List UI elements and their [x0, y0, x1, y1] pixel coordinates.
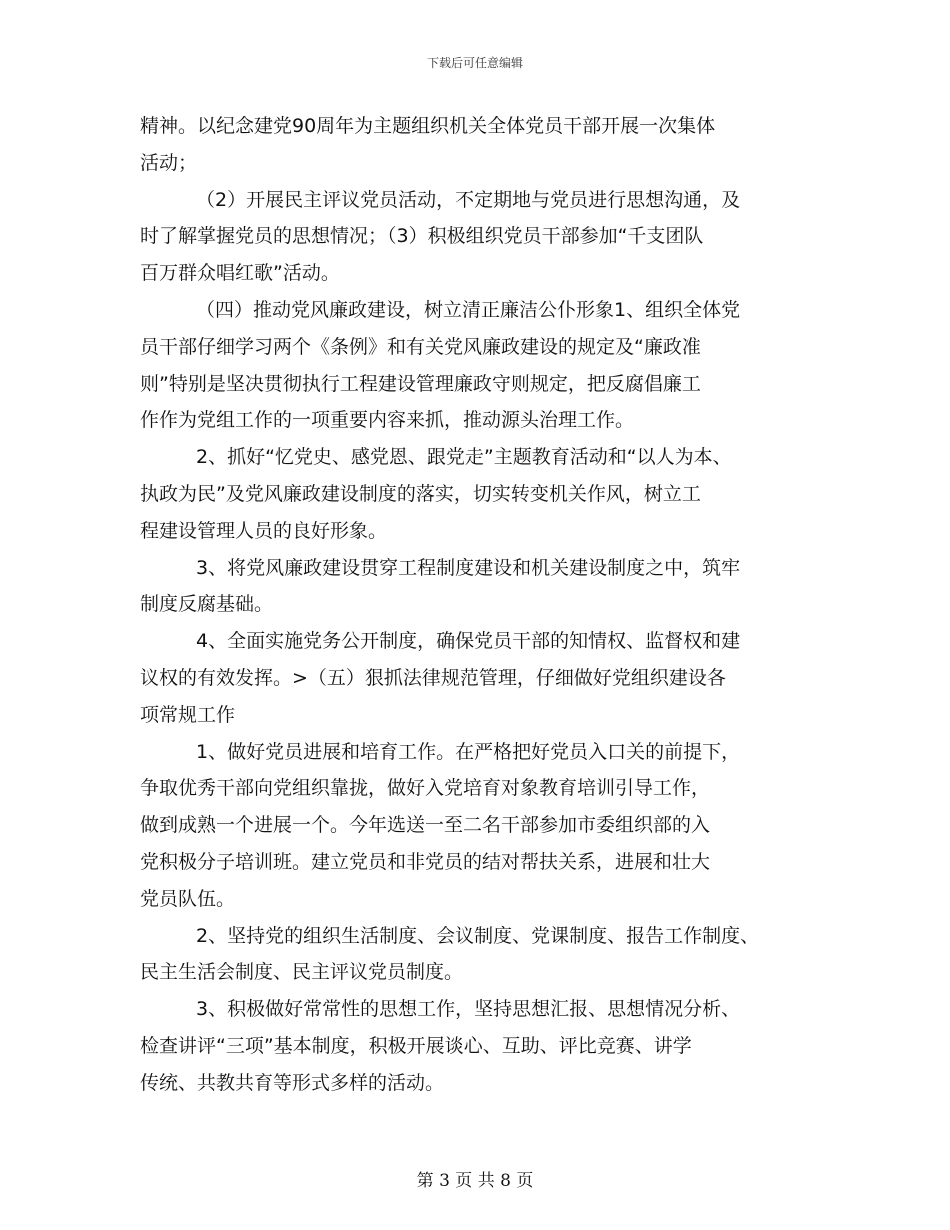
text-line: 活动； [140, 151, 198, 174]
page-header: 下载后可任意编辑 [426, 56, 523, 70]
text-line: （2）开展民主评议党员活动，不定期地与党员进行思想沟通，及 [196, 188, 741, 211]
text-line: 员干部仔细学习两个《条例》和有关党风廉政建设的规定及“廉政准 [140, 335, 701, 358]
text-line: 传统、共教共育等形式多样的活动。 [140, 1071, 445, 1094]
text-line: 3、积极做好常常性的思想工作，坚持思想汇报、思想情况分析、 [196, 998, 741, 1021]
text-line: 4、全面实施党务公开制度，确保党员干部的知情权、监督权和建 [196, 630, 741, 653]
text-line: 3、将党风廉政建设贯穿工程制度建设和机关建设制度之中，筑牢 [196, 556, 741, 579]
text-line: 执政为民”及党风廉政建设制度的落实，切实转变机关作风，树立工 [140, 482, 701, 505]
text-line: 百万群众唱红歌”活动。 [140, 262, 340, 285]
page-footer: 第 3 页 共 8 页 [416, 1171, 534, 1191]
document-body [140, 108, 820, 1102]
text-line: 检查讲评“三项”基本制度，积极开展谈心、互助、评比竞赛、讲学 [140, 1034, 692, 1057]
text-line: 项常规工作 [140, 703, 236, 726]
text-line: 议权的有效发挥。>（五）狠抓法律规范管理，仔细做好党组织建设各 [140, 666, 726, 689]
text-line: 2、抓好“忆党史、感党恩、跟党走”主题教育活动和“以人为本、 [196, 446, 732, 469]
text-line: 精神。以纪念建党90周年为主题组织机关全体党员干部开展一次集体 [140, 115, 716, 137]
text-line: 做到成熟一个进展一个。今年选送一至二名干部参加市委组织部的入 [140, 814, 711, 837]
text-line: 2、坚持党的组织生活制度、会议制度、党课制度、报告工作制度、 [196, 924, 760, 947]
text-line: 制度反腐基础。 [140, 593, 274, 616]
text-line: （四）推动党风廉政建设，树立清正廉洁公仆形象1、组织全体党 [196, 298, 741, 321]
text-line: 程建设管理人员的良好形象。 [140, 519, 388, 542]
text-line: 作作为党组工作的一项重要内容来抓，推动源头治理工作。 [140, 409, 635, 432]
text-line: 1、做好党员进展和培育工作。在严格把好党员入口关的前提下， [196, 740, 741, 763]
text-line: 党积极分子培训班。建立党员和非党员的结对帮扶关系，进展和壮大 [140, 850, 711, 873]
text-line: 则”特别是坚决贯彻执行工程建设管理廉政守则规定，把反腐倡廉工 [140, 372, 701, 395]
text-line: 时了解掌握党员的思想情况；（3）积极组织党员干部参加“千支团队 [140, 225, 704, 248]
text-line: 党员队伍。 [140, 887, 236, 910]
text-line: 民主生活会制度、民主评议党员制度。 [140, 961, 464, 984]
text-line: 争取优秀干部向党组织靠拢，做好入党培育对象教育培训引导工作， [140, 777, 711, 800]
